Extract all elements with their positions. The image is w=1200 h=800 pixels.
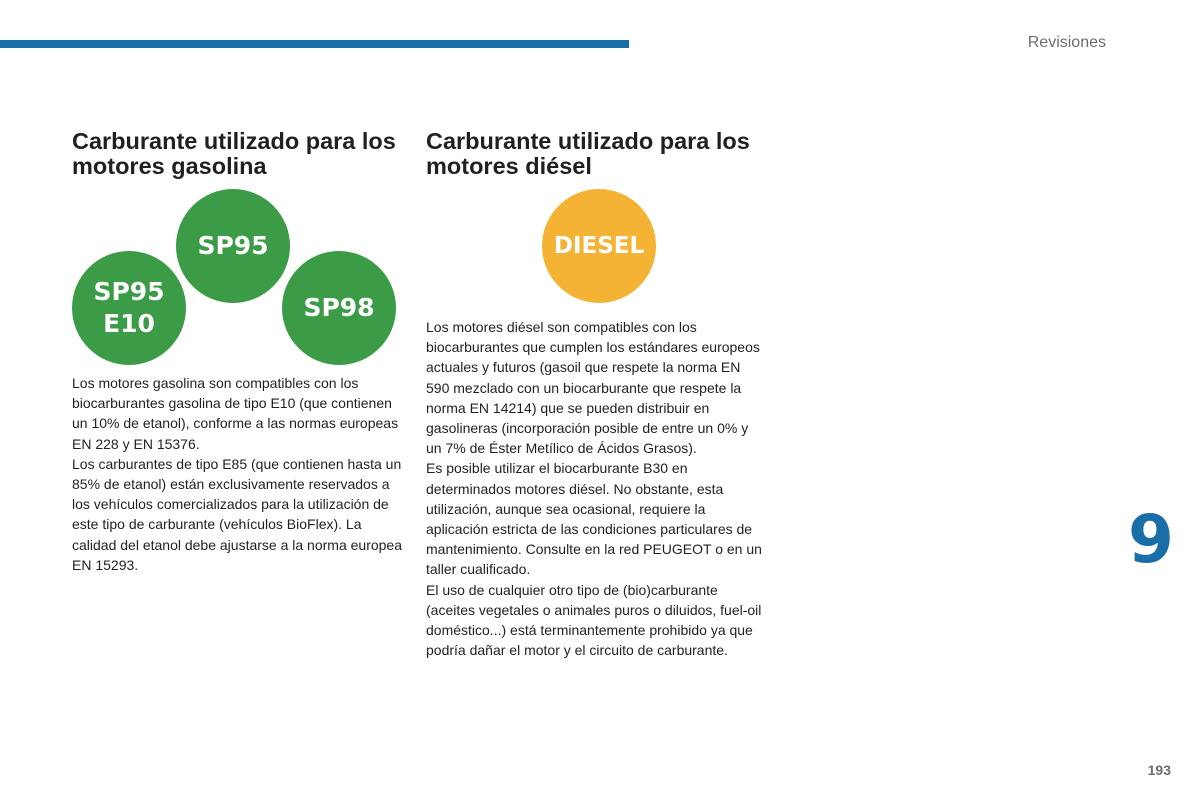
page-number: 193 bbox=[1147, 762, 1171, 778]
sp95-e10-badge bbox=[72, 251, 186, 365]
chapter-number: 9 bbox=[1128, 501, 1174, 578]
sp95-badge-label: SP95 bbox=[197, 231, 269, 260]
diesel-paragraph: Los motores diésel son compatibles con los biocarburantes que cumplen los estándares europeos actuales y futuros (gasoil que respete la norma EN 590 mezclado con un biocarburante que respete la norma EN 14214) que se pueden distribuir en gasolineras (incorporación posible de entre un 0% y un 7% de Éster Metílico de Ácidos Grasos). bbox=[426, 319, 760, 457]
sp98-badge bbox=[282, 251, 396, 365]
gasoline-body bbox=[72, 373, 402, 575]
gasoline-heading: Carburante utilizado para los motores gasolina bbox=[72, 128, 396, 179]
sp95-e10-badge-line2: E10 bbox=[103, 309, 155, 338]
section-title: Revisiones bbox=[1027, 34, 1106, 51]
gasoline-paragraph: Los carburantes de tipo E85 (que contienen hasta un 85% de etanol) están exclusivamente reservados a los vehículos comercializados para la utilización de este tipo de carburante (vehículos BioFlex). La calidad del etanol debe ajustarse a la norma europea EN 15293. bbox=[72, 455, 403, 573]
diesel-badge-label: DIESEL bbox=[553, 233, 645, 259]
diesel-paragraph: El uso de cualquier otro tipo de (bio)carburante (aceites vegetales o animales puros o diluidos, fuel-oil doméstico...) está terminantemente prohibido ya que podría dañar el motor y el circuito de carburante. bbox=[426, 581, 762, 659]
diesel-badge bbox=[542, 189, 656, 303]
diesel-heading: Carburante utilizado para los motores diésel bbox=[426, 128, 750, 179]
diesel-paragraph: Es posible utilizar el biocarburante B30 en determinados motores diésel. No obstante, esta utilización, aunque sea ocasional, requiere la aplicación estricta de las condiciones particulares de mantenimiento. Consulte en la red PEUGEOT o en un taller cualificado. bbox=[426, 460, 762, 578]
diesel-body bbox=[426, 317, 766, 660]
gasoline-paragraph: Los motores gasolina son compatibles con los biocarburantes gasolina de tipo E10 (que contienen un 10% de etanol), conforme a las normas europeas EN 228 y EN 15376. bbox=[72, 375, 399, 452]
header-accent-bar bbox=[0, 40, 629, 48]
sp95-badge bbox=[176, 189, 290, 303]
sp95-e10-badge-line1: SP95 bbox=[93, 277, 165, 306]
sp98-badge-label: SP98 bbox=[303, 293, 375, 322]
